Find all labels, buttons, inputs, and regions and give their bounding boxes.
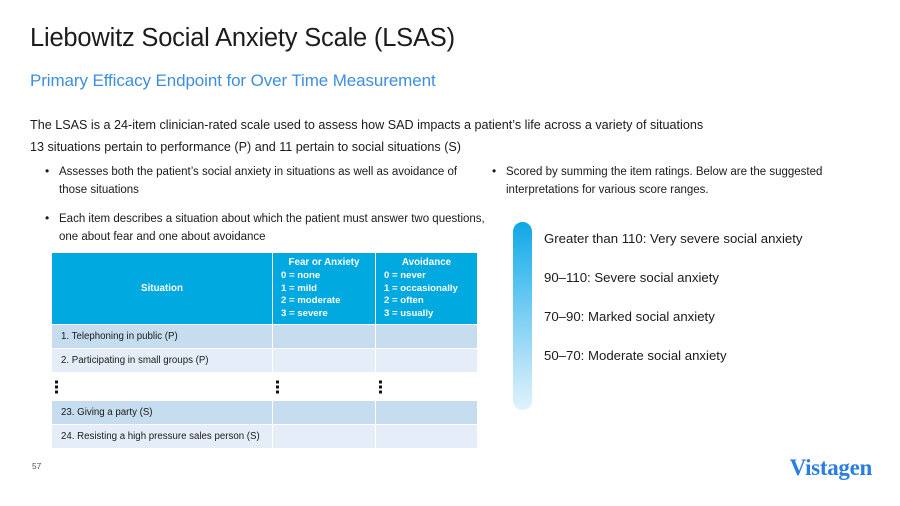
- right-bullet-list: [489, 164, 849, 211]
- vertical-ellipsis-icon: [55, 380, 58, 393]
- left-bullet-list: [42, 164, 487, 258]
- page-subtitle: Primary Efficacy Endpoint for Over Time Measurement: [30, 71, 436, 90]
- fear-header-stack: [273, 253, 375, 324]
- fear-option: 2 = moderate: [281, 295, 341, 307]
- list-item: • Scored by summing the item ratings. Below are the suggested interpretations for various score ranges.: [489, 164, 849, 199]
- fear-option: 3 = severe: [281, 307, 328, 319]
- avoidance-header-title: Avoidance: [401, 257, 452, 268]
- vertical-ellipsis-icon: [379, 380, 382, 393]
- table-row: [52, 325, 478, 349]
- cell-avoidance[interactable]: [376, 425, 478, 449]
- list-item: Greater than 110: Very severe social anxiety: [544, 231, 803, 246]
- avoidance-option: 0 = never: [384, 270, 426, 282]
- cell-fear[interactable]: [273, 425, 376, 449]
- cell-avoidance[interactable]: [376, 401, 478, 425]
- table-row: [52, 349, 478, 373]
- cell-fear[interactable]: [273, 401, 376, 425]
- table-header: [52, 253, 478, 325]
- list-item: 70–90: Marked social anxiety: [544, 309, 715, 324]
- cell-situation: 1. Telephoning in public (P): [52, 325, 273, 349]
- ellipsis-cell-fear: [273, 373, 376, 401]
- column-header-situation: Situation: [52, 253, 273, 325]
- avoidance-header-stack: [376, 253, 477, 324]
- ellipsis-cell-situation: [52, 373, 273, 401]
- table-row: [52, 401, 478, 425]
- table-body: [52, 325, 478, 449]
- cell-fear[interactable]: [273, 325, 376, 349]
- avoidance-option: 3 = usually: [384, 307, 434, 319]
- score-interpretation-panel: [513, 222, 853, 412]
- cell-avoidance[interactable]: [376, 349, 478, 373]
- page-number: 57: [32, 461, 42, 471]
- cell-situation: 24. Resisting a high pressure sales person (S): [52, 425, 273, 449]
- fear-option: 1 = mild: [281, 282, 317, 294]
- cell-situation: 2. Participating in small groups (P): [52, 349, 273, 373]
- table-ellipsis-row: [52, 373, 478, 401]
- vertical-ellipsis-icon: [276, 380, 279, 393]
- column-header-avoidance: [376, 253, 478, 325]
- avoidance-option: 1 = occasionally: [384, 282, 458, 294]
- company-logo: Vistagen: [789, 455, 872, 480]
- table-row: [52, 425, 478, 449]
- intro-line-1: The LSAS is a 24-item clinician-rated scale used to assess how SAD impacts a patient’s life across a variety of situations: [30, 118, 704, 132]
- list-item: 50–70: Moderate social anxiety: [544, 348, 727, 363]
- severity-gradient-bar: [513, 222, 532, 410]
- avoidance-option: 2 = often: [384, 295, 424, 307]
- fear-header-title: Fear or Anxiety: [288, 257, 360, 268]
- list-item: • Assesses both the patient’s social anxiety in situations as well as avoidance of those situations: [42, 164, 487, 199]
- intro-paragraph: [30, 114, 830, 158]
- fear-option: 0 = none: [281, 270, 321, 282]
- cell-fear[interactable]: [273, 349, 376, 373]
- intro-line-2: 13 situations pertain to performance (P) and 11 pertain to social situations (S): [30, 140, 461, 154]
- list-item: • Each item describes a situation about which the patient must answer two questions, one about fear and one about avoidance: [42, 211, 487, 246]
- lsas-items-table: [51, 252, 478, 449]
- table-header-row: [52, 253, 478, 325]
- score-range-list: [544, 231, 854, 387]
- page-title: Liebowitz Social Anxiety Scale (LSAS): [30, 24, 455, 52]
- cell-situation: 23. Giving a party (S): [52, 401, 273, 425]
- ellipsis-cell-avoidance: [376, 373, 478, 401]
- cell-avoidance[interactable]: [376, 325, 478, 349]
- list-item: 90–110: Severe social anxiety: [544, 270, 719, 285]
- column-header-fear: [273, 253, 376, 325]
